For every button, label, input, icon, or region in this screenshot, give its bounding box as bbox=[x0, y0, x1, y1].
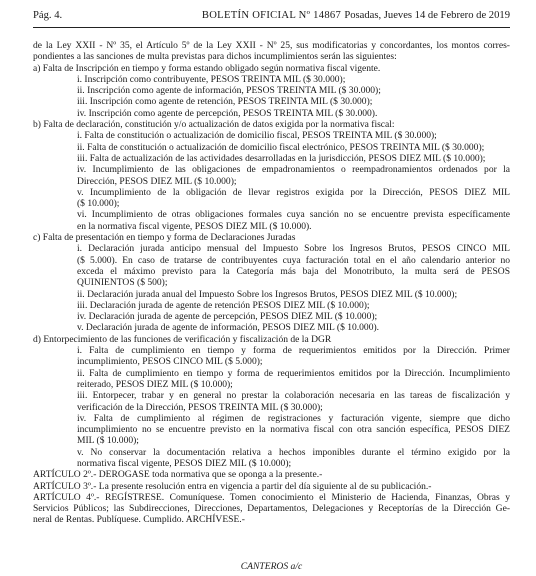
list-item-line: iii. Declaración jurada de agente de retención PESOS DIEZ MIL ($ 10.000); bbox=[77, 299, 370, 311]
list-item-line: verificación de la Dirección, PESOS TREINTA MIL ($ 30.000); bbox=[77, 401, 323, 413]
list-item-line: incumplimiento no se encuentre previsto en la normativa fiscal con otra sanción específica, PESOS DIEZ bbox=[77, 424, 510, 436]
intro-line: pondientes a las sanciones de multa previstas para dichos incumplimientos serán las siguientes: bbox=[33, 51, 397, 63]
list-item-line: QUINIENTOS ($ 500); bbox=[77, 277, 168, 289]
signature: CANTEROS a/c bbox=[240, 561, 303, 572]
list-item-line: MIL ($ 10.000); bbox=[77, 435, 139, 447]
list-item-line: iv. Falta de cumplimiento al régimen de registraciones y facturación vigente, siempre que dicho bbox=[77, 412, 510, 424]
list-item-line: iii. Falta de actualización de las actividades desarrolladas en la jurisdicción, PESOS DIEZ MIL ($ 10.000); bbox=[77, 152, 486, 164]
section-heading: a) Falta de Inscripción en tiempo y forma estando obligado según normativa fiscal vigente. bbox=[33, 62, 381, 74]
article-line: Servicios Públicos; las Subdirecciones, Direcciones, Departamentos, Delegaciones y Receptorías de la Dirección Ge- bbox=[33, 503, 510, 515]
publication-date: Posadas, Jueves 14 de Febrero de 2019 bbox=[344, 10, 510, 21]
document-body bbox=[33, 40, 510, 526]
list-item-line: vi. Incumplimiento de otras obligaciones formales cuya sanción no se encuentre prevista específicamente bbox=[77, 209, 510, 221]
list-item-line: ii. Inscripción como agente de información, PESOS TREINTA MIL ($ 30.000); bbox=[77, 85, 381, 97]
list-item-line: i. Inscripción como contribuyente, PESOS TREINTA MIL ($ 30.000); bbox=[77, 73, 346, 85]
page-number: Pág. 4. bbox=[33, 10, 63, 21]
list-item-line: ii. Falta de constitución o actualización de domicilio fiscal electrónico, PESOS TREINTA MIL ($ 30.000); bbox=[77, 141, 485, 153]
list-item-line: v. Declaración jurada de agente de información, PESOS DIEZ MIL ($ 10.000). bbox=[77, 322, 380, 334]
article-line: ARTÍCULO 2º.- DEROGASE toda normativa que se oponga a la presente.- bbox=[33, 469, 323, 481]
section-heading: d) Entorpecimiento de las funciones de verificación y fiscalización de la DGR bbox=[33, 333, 332, 345]
header-divider bbox=[33, 27, 510, 28]
article-line: ARTÍCULO 4º.- REGÍSTRESE. Comuníquese. Tomen conocimiento el Ministerio de Hacienda, Finanzas, Obras y bbox=[33, 491, 510, 503]
section-heading: c) Falta de presentación en tiempo y forma de Declaraciones Juradas bbox=[33, 232, 296, 244]
list-item-line: en la normativa fiscal vigente, PESOS DIEZ MIL ($ 10.000). bbox=[77, 220, 312, 232]
list-item-line: iv. Incumplimiento de las obligaciones de empadronamientos o reempadronamientos ordenados por la bbox=[77, 164, 510, 176]
list-item-line: reiterado, PESOS DIEZ MIL ($ 10.000); bbox=[77, 378, 233, 390]
list-item-line: exceda el máximo previsto para la Categoría más baja del Monotributo, la multa será de PESOS bbox=[77, 265, 510, 277]
article-line: ARTÍCULO 3º.- La presente resolución entra en vigencia a partir del día siguiente al de su publicación.- bbox=[33, 480, 432, 492]
list-item-line: iii. Inscripción como agente de retención, PESOS TREINTA MIL ($ 30.000); bbox=[77, 96, 373, 108]
list-item-line: i. Falta de constitución o actualización de domicilio fiscal, PESOS TREINTA MIL ($ 30.000); bbox=[77, 130, 437, 142]
list-item-line: normativa fiscal vigente, PESOS DIEZ MIL ($ 10.000); bbox=[77, 457, 292, 469]
list-item-line: ii. Falta de cumplimiento en tiempo y forma de requerimientos emitidos por la Dirección. Incumplimiento bbox=[77, 367, 510, 379]
list-item-line: ii. Declaración jurada anual del Impuesto Sobre los Ingresos Brutos, PESOS DIEZ MIL ($ 10.000); bbox=[77, 288, 458, 300]
list-item-line: Dirección, PESOS DIEZ MIL ($ 10.000); bbox=[77, 175, 237, 187]
list-item-line: ($ 5.000). En caso de tratarse de contribuyentes cuya facturación total en el año calendario anterior no bbox=[77, 254, 510, 266]
page-header bbox=[33, 9, 510, 23]
list-item-line: iii. Entorpecer, trabar y en general no prestar la colaboración necesaria en las tareas de fiscalización y bbox=[77, 390, 510, 402]
article-line: neral de Rentas. Publíquese. Cumplido. ARCHÍVESE.- bbox=[33, 514, 245, 526]
bulletin-title: BOLETÍN OFICIAL Nº 14867 bbox=[201, 10, 342, 21]
list-item-line: iv. Inscripción como agente de percepción, PESOS TREINTA MIL ($ 30.000). bbox=[77, 107, 378, 119]
list-item-line: v. Incumplimiento de la obligación de llevar registros exigida por la Dirección, PESOS DIEZ MIL bbox=[77, 186, 510, 198]
list-item-line: i. Declaración jurada anticipo mensual del Impuesto Sobre los Ingresos Brutos, PESOS CINCO MIL bbox=[77, 243, 510, 255]
list-item-line: i. Falta de cumplimiento en tiempo y forma de requerimientos emitidos por la Dirección. Primer bbox=[77, 345, 510, 357]
section-heading: b) Falta de declaración, constitución y/o actualización de datos exigida por la normativa fiscal: bbox=[33, 119, 395, 131]
list-item-line: incumplimiento, PESOS CINCO MIL ($ 5.000); bbox=[77, 356, 263, 368]
list-item-line: iv. Declaración jurada de agente de percepción, PESOS DIEZ MIL ($ 10.000); bbox=[77, 311, 378, 323]
list-item-line: v. No conservar la documentación relativa a hechos imponibles durante el término exigido por la bbox=[77, 446, 510, 458]
list-item-line: ($ 10.000); bbox=[77, 198, 120, 210]
intro-line: de la Ley XXII - Nº 35, el Artículo 5º de la Ley XXII - Nº 25, sus modificatorias y concordantes, los montos corres- bbox=[33, 40, 510, 51]
